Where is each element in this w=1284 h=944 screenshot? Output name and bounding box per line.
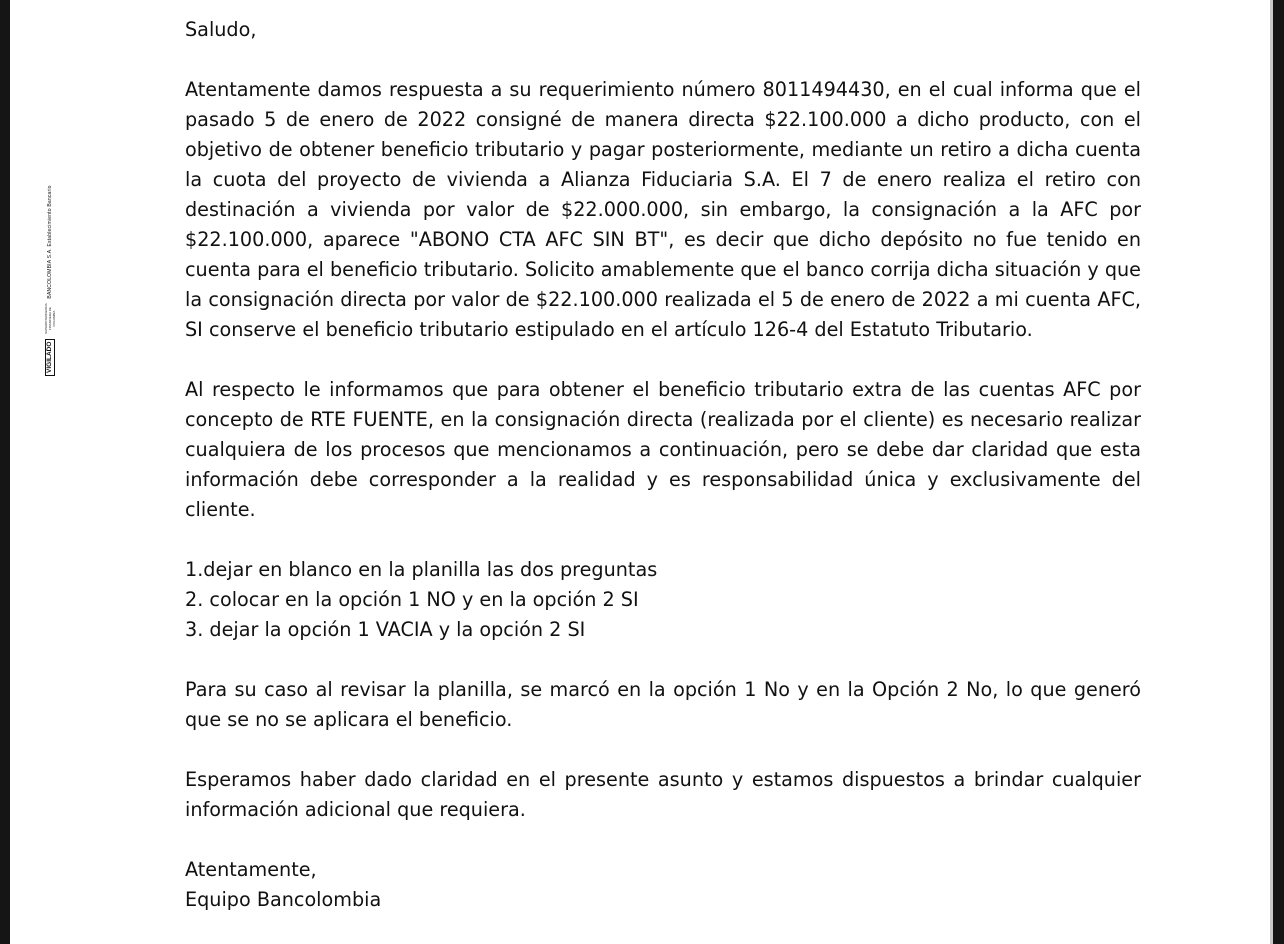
paragraph-case-review: Para su caso al revisar la planilla, se marcó en la opción 1 No y en la Opción 2 No, lo que generó que se no se aplicara el beneficio.	[185, 678, 1141, 731]
bank-label: BANCOLOMBIA S.A. Establecimiento Bancario	[47, 185, 53, 299]
superintendencia-label: SUPERINTENDENCIA FINANCIERA DE COLOMBIA	[44, 303, 56, 334]
right-dark-border	[1273, 0, 1284, 944]
letter-body	[185, 15, 1141, 915]
option-item: 1.dejar en blanco en la planilla las dos preguntas	[185, 558, 658, 581]
left-dark-border	[0, 0, 10, 944]
closing: Atentamente,	[185, 858, 317, 881]
option-item: 3. dejar la opción 1 VACIA y la opción 2 SI	[185, 618, 586, 641]
signature: Equipo Bancolombia	[185, 888, 382, 911]
paragraph-explanation: Al respecto le informamos que para obtener el beneficio tributario extra de las cuentas AFC por concepto de RTE FUENTE, en la consignación directa (realizada por el cliente) es necesario realizar cualquiera de los procesos que mencionamos a continuación, pero se debe dar claridad que esta información debe corresponder a la realidad y es responsabilidad única y exclusivamente del cliente.	[185, 378, 1141, 521]
paragraph-closing-remark: Esperamos haber dado claridad en el presente asunto y estamos dispuestos a brindar cualquier información adicional que requiera.	[185, 768, 1141, 821]
greeting: Saludo,	[185, 18, 257, 41]
vigilado-side-stamp	[44, 185, 56, 376]
option-item: 2. colocar en la opción 1 NO y en la opción 2 SI	[185, 588, 639, 611]
paragraph-request-summary: Atentamente damos respuesta a su requerimiento número 8011494430, en el cual informa que el pasado 5 de enero de 2022 consigné de manera directa $22.100.000 a dicho producto, con el objetivo de obtener beneficio tributario y pagar posteriormente, mediante un retiro a dicha cuenta la cuota del proyecto de vivienda a Alianza Fiduciaria S.A. El 7 de enero realiza el retiro con destinación a vivienda por valor de $22.000.000, sin embargo, la consignación a la AFC por $22.100.000, aparece "ABONO CTA AFC SIN BT", es decir que dicho depósito no fue tenido en cuenta para el beneficio tributario. Solicito amablemente que el banco corrija dicha situación y que la consignación directa por valor de $22.100.000 realizada el 5 de enero de 2022 a mi cuenta AFC, SI conserve el beneficio tributario estipulado en el artículo 126-4 del Estatuto Tributario.	[185, 78, 1141, 341]
vigilado-label: VIGILADO	[45, 339, 55, 376]
